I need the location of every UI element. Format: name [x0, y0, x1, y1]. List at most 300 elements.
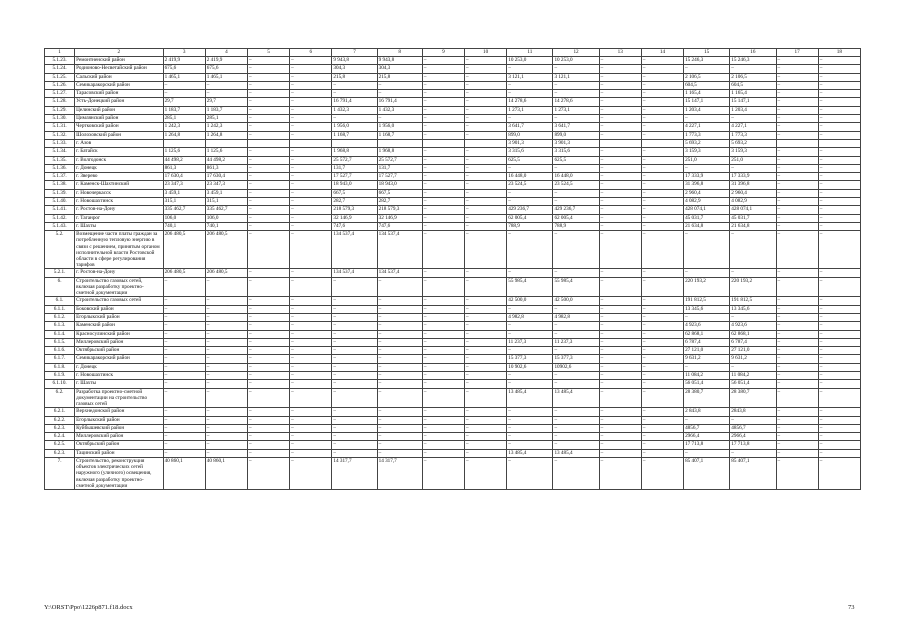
value-cell: 1 264,8 [205, 131, 247, 139]
column-number: 13 [599, 49, 641, 57]
value-cell: – [377, 305, 422, 313]
value-cell: – [163, 416, 205, 424]
value-cell: – [776, 330, 818, 338]
value-cell: – [163, 297, 205, 305]
value-cell: – [422, 408, 464, 416]
value-cell: – [776, 372, 818, 380]
row-number: 6.2.5. [45, 441, 75, 449]
value-cell: 17 527,7 [332, 173, 377, 181]
value-cell: – [247, 164, 289, 172]
value-cell: 675,6 [205, 65, 247, 73]
column-number: 8 [377, 49, 422, 57]
value-cell: – [247, 156, 289, 164]
value-cell: – [818, 198, 860, 206]
value-cell: – [641, 106, 683, 114]
value-cell: – [818, 441, 860, 449]
value-cell: – [641, 231, 683, 269]
value-cell: – [247, 106, 289, 114]
value-cell: 1 432,3 [332, 106, 377, 114]
column-number: 6 [290, 49, 332, 57]
value-cell: – [776, 305, 818, 313]
table-row [45, 330, 861, 338]
value-cell: 1 773,3 [730, 131, 776, 139]
value-cell: – [332, 347, 377, 355]
value-cell: – [290, 372, 332, 380]
value-cell: 788,9 [507, 222, 553, 230]
value-cell [465, 139, 507, 147]
value-cell: – [553, 81, 599, 89]
value-cell: – [163, 372, 205, 380]
value-cell: – [247, 181, 289, 189]
value-cell: 18 943,0 [332, 181, 377, 189]
value-cell: – [290, 81, 332, 89]
value-cell: – [599, 372, 641, 380]
value-cell: – [290, 363, 332, 371]
value-cell: – [641, 408, 683, 416]
value-cell: – [247, 57, 289, 65]
row-name: Шолоховский район [75, 131, 163, 139]
value-cell: 32 146,9 [332, 214, 377, 222]
value-cell: 1 968,8 [332, 148, 377, 156]
value-cell: 17 713,8 [730, 441, 776, 449]
value-cell: – [247, 305, 289, 313]
value-cell: 1 465,1 [205, 73, 247, 81]
value-cell: – [377, 408, 422, 416]
value-cell: 11 237,3 [553, 338, 599, 346]
row-name: Целинский район [75, 106, 163, 114]
value-cell: – [641, 206, 683, 214]
value-cell: – [641, 164, 683, 172]
value-cell: – [641, 90, 683, 98]
value-cell: – [290, 424, 332, 432]
value-cell: 3 901,3 [507, 139, 553, 147]
row-name: г. Новошахтинск [75, 372, 163, 380]
row-number: 6.1.7. [45, 355, 75, 363]
value-cell: – [422, 189, 464, 197]
value-cell: 206 480,5 [163, 269, 205, 277]
value-cell: – [553, 424, 599, 432]
value-cell: 25 572,7 [332, 156, 377, 164]
value-cell: – [465, 322, 507, 330]
value-cell: – [599, 156, 641, 164]
value-cell: – [247, 269, 289, 277]
value-cell: 1 273,1 [553, 106, 599, 114]
value-cell: – [599, 206, 641, 214]
value-cell: 44 498,2 [163, 156, 205, 164]
value-cell: – [599, 449, 641, 457]
value-cell: – [641, 173, 683, 181]
value-cell: – [599, 123, 641, 131]
value-cell: – [776, 57, 818, 65]
value-cell: – [818, 156, 860, 164]
value-cell: 218 579,3 [332, 206, 377, 214]
value-cell: – [247, 433, 289, 441]
value-cell: – [641, 388, 683, 408]
value-cell: – [553, 90, 599, 98]
value-cell: – [290, 380, 332, 388]
value-cell: – [247, 388, 289, 408]
value-cell: – [641, 115, 683, 123]
value-cell: – [641, 156, 683, 164]
value-cell: 40 860,1 [205, 458, 247, 490]
value-cell: – [818, 269, 860, 277]
value-cell: – [818, 73, 860, 81]
value-cell: – [818, 330, 860, 338]
value-cell: – [332, 338, 377, 346]
value-cell: – [422, 297, 464, 305]
value-cell: – [553, 322, 599, 330]
value-cell: – [465, 206, 507, 214]
value-cell: – [818, 231, 860, 269]
value-cell: – [818, 173, 860, 181]
row-number: 5.1.27. [45, 90, 75, 98]
value-cell: – [553, 198, 599, 206]
value-cell: – [247, 322, 289, 330]
value-cell: 1 465,1 [163, 73, 205, 81]
table-row [45, 73, 861, 81]
value-cell: – [776, 313, 818, 321]
value-cell: – [163, 305, 205, 313]
value-cell: 4 982,8 [553, 313, 599, 321]
value-cell: – [776, 73, 818, 81]
value-cell: – [599, 424, 641, 432]
table-row [45, 424, 861, 432]
value-cell: 11 084,2 [684, 372, 730, 380]
value-cell: – [377, 313, 422, 321]
value-cell: – [818, 380, 860, 388]
value-cell: – [599, 441, 641, 449]
value-cell: – [332, 441, 377, 449]
row-name: г. Азов [75, 139, 163, 147]
value-cell: 131,7 [332, 164, 377, 172]
value-cell: 15 246,3 [684, 57, 730, 65]
column-number: 18 [818, 49, 860, 57]
column-number: 2 [75, 49, 163, 57]
value-cell: 604,5 [730, 81, 776, 89]
value-cell: – [247, 355, 289, 363]
value-cell: 16 791,4 [332, 98, 377, 106]
value-cell: – [599, 115, 641, 123]
value-cell: – [641, 73, 683, 81]
value-cell: 3 641,7 [507, 123, 553, 131]
value-cell: – [247, 73, 289, 81]
value-cell: 2 106,5 [730, 73, 776, 81]
value-cell: – [465, 363, 507, 371]
value-cell: 17 333,9 [730, 173, 776, 181]
value-cell: – [247, 98, 289, 106]
value-cell: 215,8 [332, 73, 377, 81]
value-cell: 1 183,7 [163, 106, 205, 114]
value-cell: 5 693,2 [684, 139, 730, 147]
value-cell [290, 139, 332, 147]
row-name: г. Новошахтинск [75, 198, 163, 206]
column-number: 12 [553, 49, 599, 57]
value-cell: 13 345,6 [684, 305, 730, 313]
row-number: 5.1.29. [45, 106, 75, 114]
value-cell: 604,5 [684, 81, 730, 89]
value-cell: – [290, 57, 332, 65]
value-cell: – [205, 433, 247, 441]
table-row [45, 123, 861, 131]
value-cell: – [507, 433, 553, 441]
value-cell: 134 537,4 [332, 269, 377, 277]
row-number: 6.2. [45, 388, 75, 408]
value-cell: 13 345,6 [730, 305, 776, 313]
value-cell: – [641, 198, 683, 206]
value-cell: – [507, 458, 553, 490]
row-name: г. Донецк [75, 164, 163, 172]
row-number: 6.1.3. [45, 322, 75, 330]
value-cell: – [247, 198, 289, 206]
row-number: 5.1.31. [45, 123, 75, 131]
value-cell: – [776, 338, 818, 346]
value-cell: – [465, 214, 507, 222]
value-cell: – [332, 277, 377, 297]
value-cell: – [730, 416, 776, 424]
value-cell: 220 193,2 [730, 277, 776, 297]
value-cell: – [465, 156, 507, 164]
row-name: Верхнедонской район [75, 408, 163, 416]
value-cell: – [247, 372, 289, 380]
value-cell: – [776, 408, 818, 416]
value-cell: – [163, 338, 205, 346]
value-cell: – [776, 123, 818, 131]
value-cell: – [553, 433, 599, 441]
value-cell: 134 537,4 [377, 231, 422, 269]
value-cell: – [163, 449, 205, 457]
value-cell: – [776, 380, 818, 388]
value-cell: 29,7 [163, 98, 205, 106]
value-cell: – [205, 372, 247, 380]
value-cell: – [163, 363, 205, 371]
table-row [45, 214, 861, 222]
value-cell: – [641, 363, 683, 371]
row-name: Боковский район [75, 305, 163, 313]
value-cell: – [247, 90, 289, 98]
row-name: г. Волгодонск [75, 156, 163, 164]
value-cell: – [776, 433, 818, 441]
value-cell: – [641, 424, 683, 432]
value-cell: – [507, 408, 553, 416]
value-cell: – [507, 441, 553, 449]
value-cell: 740,1 [205, 222, 247, 230]
value-cell: – [641, 330, 683, 338]
column-number: 3 [163, 49, 205, 57]
value-cell: – [599, 305, 641, 313]
value-cell: – [818, 388, 860, 408]
value-cell: 15 377,3 [553, 355, 599, 363]
value-cell: 667,5 [377, 189, 422, 197]
value-cell: – [465, 416, 507, 424]
value-cell: – [465, 131, 507, 139]
value-cell: 4 082,9 [684, 198, 730, 206]
value-cell: – [465, 424, 507, 432]
table-row [45, 139, 861, 147]
value-cell: 14 317,7 [332, 458, 377, 490]
value-cell: – [422, 214, 464, 222]
value-cell: – [163, 441, 205, 449]
value-cell: – [163, 388, 205, 408]
value-cell: – [247, 330, 289, 338]
value-cell: – [247, 424, 289, 432]
value-cell: 315,1 [205, 198, 247, 206]
value-cell: – [465, 148, 507, 156]
table-row [45, 372, 861, 380]
value-cell: – [422, 363, 464, 371]
value-cell: – [599, 198, 641, 206]
value-cell: – [422, 222, 464, 230]
value-cell: – [641, 433, 683, 441]
value-cell: 17 713,8 [684, 441, 730, 449]
value-cell: 106,0 [205, 214, 247, 222]
value-cell: 21 634,8 [684, 222, 730, 230]
value-cell: 1 168,7 [377, 131, 422, 139]
value-cell: – [465, 380, 507, 388]
row-number: 5.1.38. [45, 181, 75, 189]
value-cell: – [465, 277, 507, 297]
value-cell: 10 253,0 [507, 57, 553, 65]
value-cell: – [599, 222, 641, 230]
row-number: 5.1.26. [45, 81, 75, 89]
value-cell: 3 459,1 [205, 189, 247, 197]
table-row [45, 441, 861, 449]
value-cell: – [332, 408, 377, 416]
value-cell: – [163, 313, 205, 321]
value-cell: – [776, 90, 818, 98]
value-cell: – [290, 305, 332, 313]
value-cell: – [377, 277, 422, 297]
value-cell: – [465, 372, 507, 380]
value-cell: – [641, 57, 683, 65]
value-cell: – [465, 330, 507, 338]
value-cell: 15 377,3 [507, 355, 553, 363]
value-cell: – [422, 90, 464, 98]
column-number: 16 [730, 49, 776, 57]
value-cell: – [290, 449, 332, 457]
value-cell: 282,7 [377, 198, 422, 206]
row-number: 6.1.6. [45, 347, 75, 355]
value-cell: – [422, 131, 464, 139]
row-name: Усть-Донецкий район [75, 98, 163, 106]
value-cell: – [422, 347, 464, 355]
table-header-row [45, 49, 861, 57]
row-name: Строительство газовых сетей, включая разработку проектно-сметной документации [75, 277, 163, 297]
value-cell: – [641, 313, 683, 321]
value-cell: – [332, 424, 377, 432]
value-cell [205, 139, 247, 147]
value-cell: 27 121,0 [684, 347, 730, 355]
value-cell: – [247, 148, 289, 156]
value-cell: – [776, 206, 818, 214]
row-number: 5.1.41. [45, 206, 75, 214]
row-number: 6.1.1. [45, 305, 75, 313]
value-cell: 25 572,7 [377, 156, 422, 164]
value-cell: – [776, 441, 818, 449]
value-cell: – [507, 115, 553, 123]
value-cell: 42 500,0 [553, 297, 599, 305]
value-cell: – [377, 433, 422, 441]
value-cell: – [377, 330, 422, 338]
value-cell: 23 524,5 [507, 181, 553, 189]
value-cell: – [290, 90, 332, 98]
value-cell: 55 985,4 [553, 277, 599, 297]
row-name: г. Донецк [75, 363, 163, 371]
value-cell: 1 125,6 [163, 148, 205, 156]
value-cell: – [332, 372, 377, 380]
value-cell: – [818, 305, 860, 313]
row-name: Сальский район [75, 73, 163, 81]
value-cell: – [377, 355, 422, 363]
value-cell: 62 868,1 [684, 330, 730, 338]
value-cell: 45 031,7 [684, 214, 730, 222]
row-name: Ремонтненский район [75, 57, 163, 65]
value-cell: – [332, 449, 377, 457]
row-number: 5.1.28. [45, 98, 75, 106]
value-cell: – [465, 231, 507, 269]
value-cell: – [553, 65, 599, 73]
row-number: 5.1.42. [45, 214, 75, 222]
value-cell: – [818, 131, 860, 139]
value-cell: 1 264,8 [163, 131, 205, 139]
value-cell: – [818, 106, 860, 114]
value-cell: – [641, 441, 683, 449]
value-cell: – [422, 322, 464, 330]
value-cell: – [507, 372, 553, 380]
value-cell: – [507, 231, 553, 269]
value-cell: – [599, 388, 641, 408]
value-cell: – [553, 380, 599, 388]
value-cell: 304,3 [332, 65, 377, 73]
value-cell: – [776, 277, 818, 297]
value-cell: – [422, 115, 464, 123]
row-name: г. Ростов-на-Дону [75, 206, 163, 214]
value-cell: – [422, 156, 464, 164]
row-number: 6.2.3. [45, 424, 75, 432]
value-cell: – [377, 81, 422, 89]
value-cell: – [290, 123, 332, 131]
value-cell: – [465, 73, 507, 81]
value-cell: 625,5 [553, 156, 599, 164]
value-cell: 1 432,3 [377, 106, 422, 114]
value-cell: – [290, 355, 332, 363]
value-cell: 861,3 [205, 164, 247, 172]
value-cell: – [553, 458, 599, 490]
value-cell: – [247, 189, 289, 197]
column-number: 11 [507, 49, 553, 57]
value-cell: – [641, 347, 683, 355]
table-row [45, 355, 861, 363]
value-cell: – [599, 355, 641, 363]
value-cell: – [507, 322, 553, 330]
value-cell: – [290, 297, 332, 305]
value-cell: – [465, 106, 507, 114]
value-cell: 1 242,3 [205, 123, 247, 131]
row-name: Октябрьский район [75, 347, 163, 355]
table-row [45, 81, 861, 89]
value-cell: – [465, 81, 507, 89]
value-cell: – [776, 449, 818, 457]
value-cell: – [290, 330, 332, 338]
table-row [45, 363, 861, 371]
table-row [45, 98, 861, 106]
value-cell: – [163, 322, 205, 330]
value-cell: – [599, 65, 641, 73]
value-cell: – [730, 231, 776, 269]
value-cell [599, 139, 641, 147]
row-name: г. Таганрог [75, 214, 163, 222]
value-cell: 1 168,7 [332, 131, 377, 139]
value-cell: – [599, 277, 641, 297]
